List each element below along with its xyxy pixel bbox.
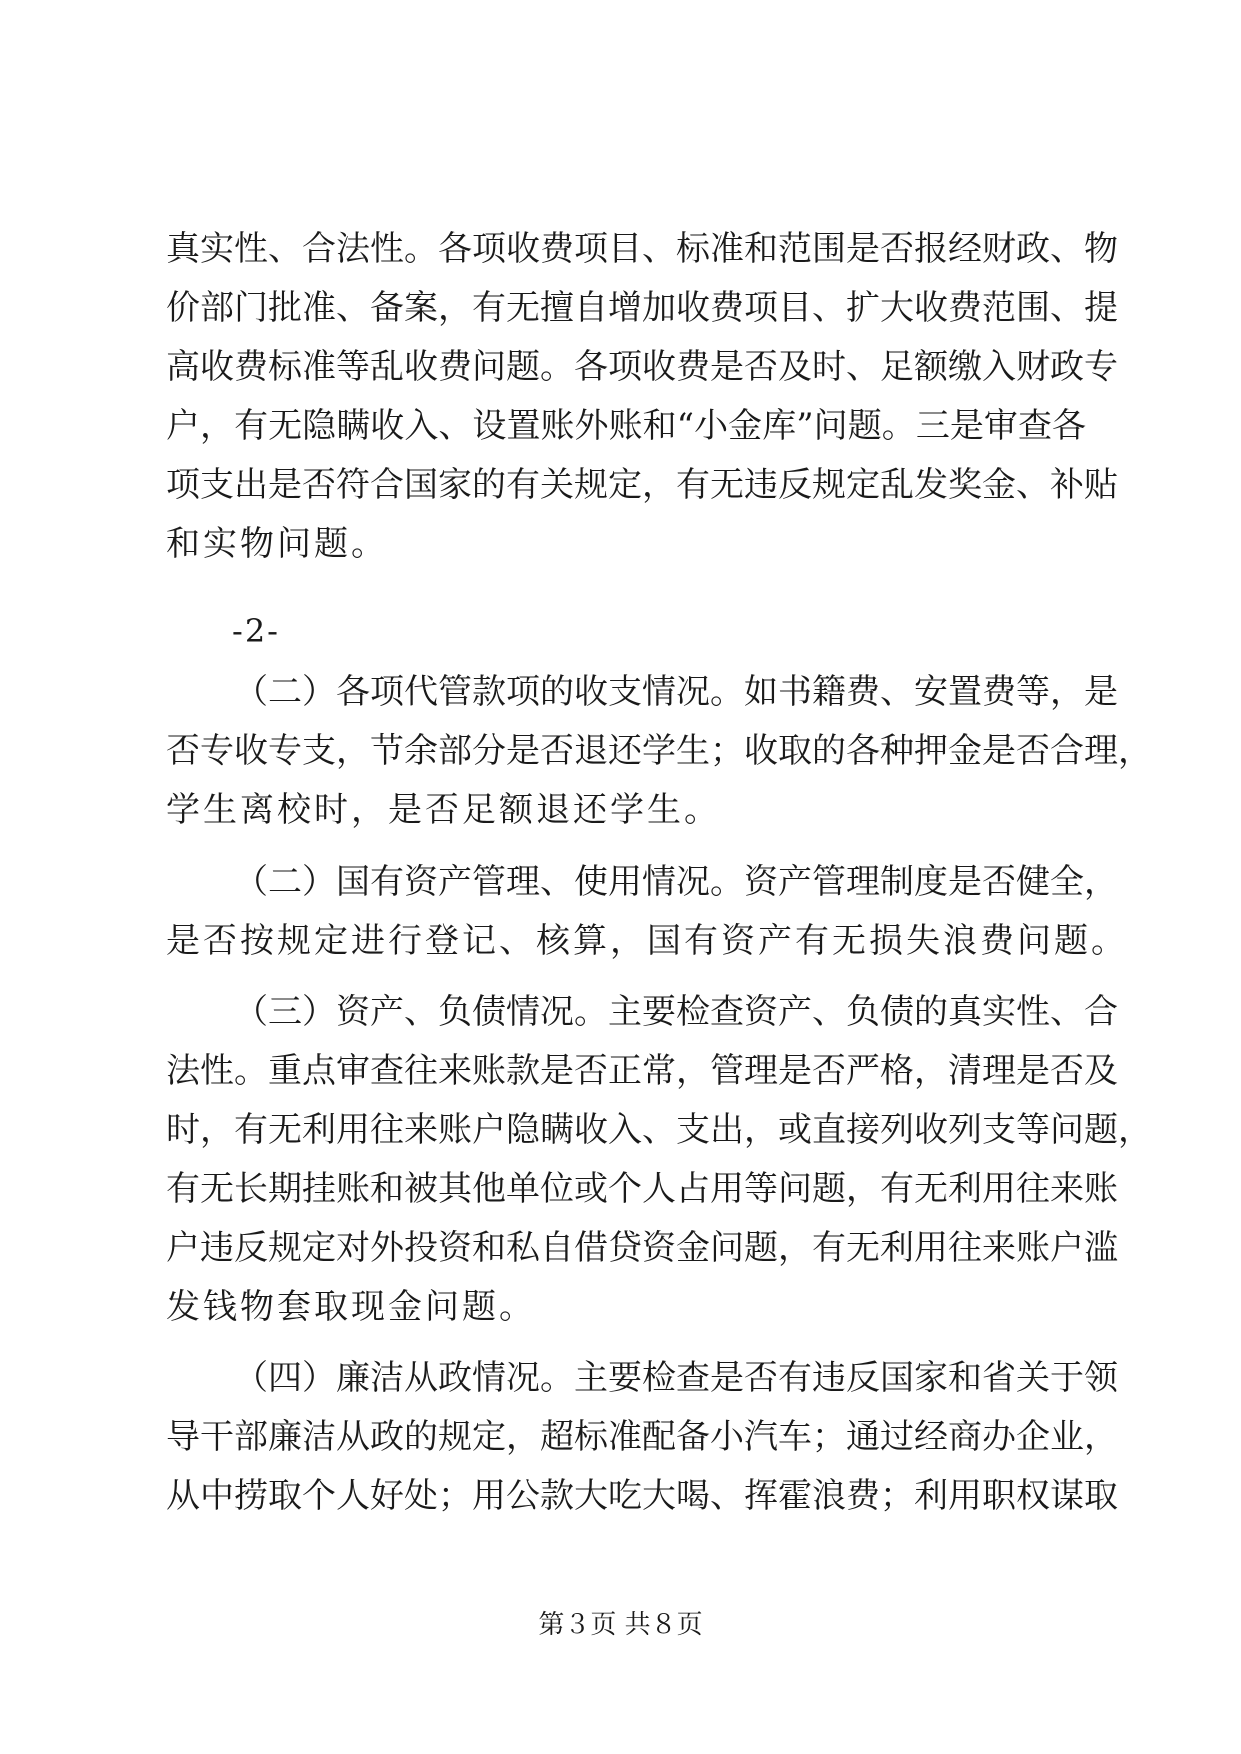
paragraph-line: 发钱物套取现金问题。 (166, 1287, 536, 1327)
paragraph-line: 学生离校时，是否足额退还学生。 (166, 790, 721, 830)
paragraph-line: 从中捞取个人好处；用公款大吃大喝、挥霍浪费；利用职权谋取 (166, 1476, 1118, 1516)
paragraph-line: 否专收专支，节余部分是否退还学生；收取的各种押金是否合理， (166, 731, 1152, 771)
paragraph-line: 时，有无利用往来账户隐瞒收入、支出，或直接列收列支等问题， (166, 1110, 1152, 1150)
paragraph-line: 高收费标准等乱收费问题。各项收费是否及时、足额缴入财政专 (166, 347, 1118, 387)
inline-page-mark: -2- (232, 612, 280, 650)
paragraph-line: 户违反规定对外投资和私自借贷资金问题，有无利用往来账户滥 (166, 1228, 1118, 1268)
paragraph-line: 导干部廉洁从政的规定，超标准配备小汽车；通过经商办企业， (166, 1417, 1118, 1457)
paragraph-line: （四）廉洁从政情况。主要检查是否有违反国家和省关于领 (234, 1358, 1118, 1398)
paragraph-line: 法性。重点审查往来账款是否正常，管理是否严格，清理是否及 (166, 1051, 1118, 1091)
paragraph-line: （二）国有资产管理、使用情况。资产管理制度是否健全， (234, 862, 1118, 902)
paragraph-line: 是否按规定进行登记、核算，国有资产有无损失浪费问题。 (166, 921, 1128, 961)
paragraph-line: （二）各项代管款项的收支情况。如书籍费、安置费等，是 (234, 672, 1118, 712)
paragraph-line: 真实性、合法性。各项收费项目、标准和范围是否报经财政、物 (166, 229, 1118, 269)
paragraph-line: 和实物问题。 (166, 524, 388, 564)
paragraph-line: 项支出是否符合国家的有关规定，有无违反规定乱发奖金、补贴 (166, 465, 1118, 505)
paragraph-line: （三）资产、负债情况。主要检查资产、负债的真实性、合 (234, 992, 1118, 1032)
paragraph-line: 有无长期挂账和被其他单位或个人占用等问题，有无利用往来账 (166, 1169, 1118, 1209)
paragraph-line: 户，有无隐瞒收入、设置账外账和“小金库”问题。三是审查各 (166, 406, 1086, 446)
page-footer: 第３页 共８页 (538, 1610, 703, 1640)
paragraph-line: 价部门批准、备案，有无擅自增加收费项目、扩大收费范围、提 (166, 288, 1118, 328)
